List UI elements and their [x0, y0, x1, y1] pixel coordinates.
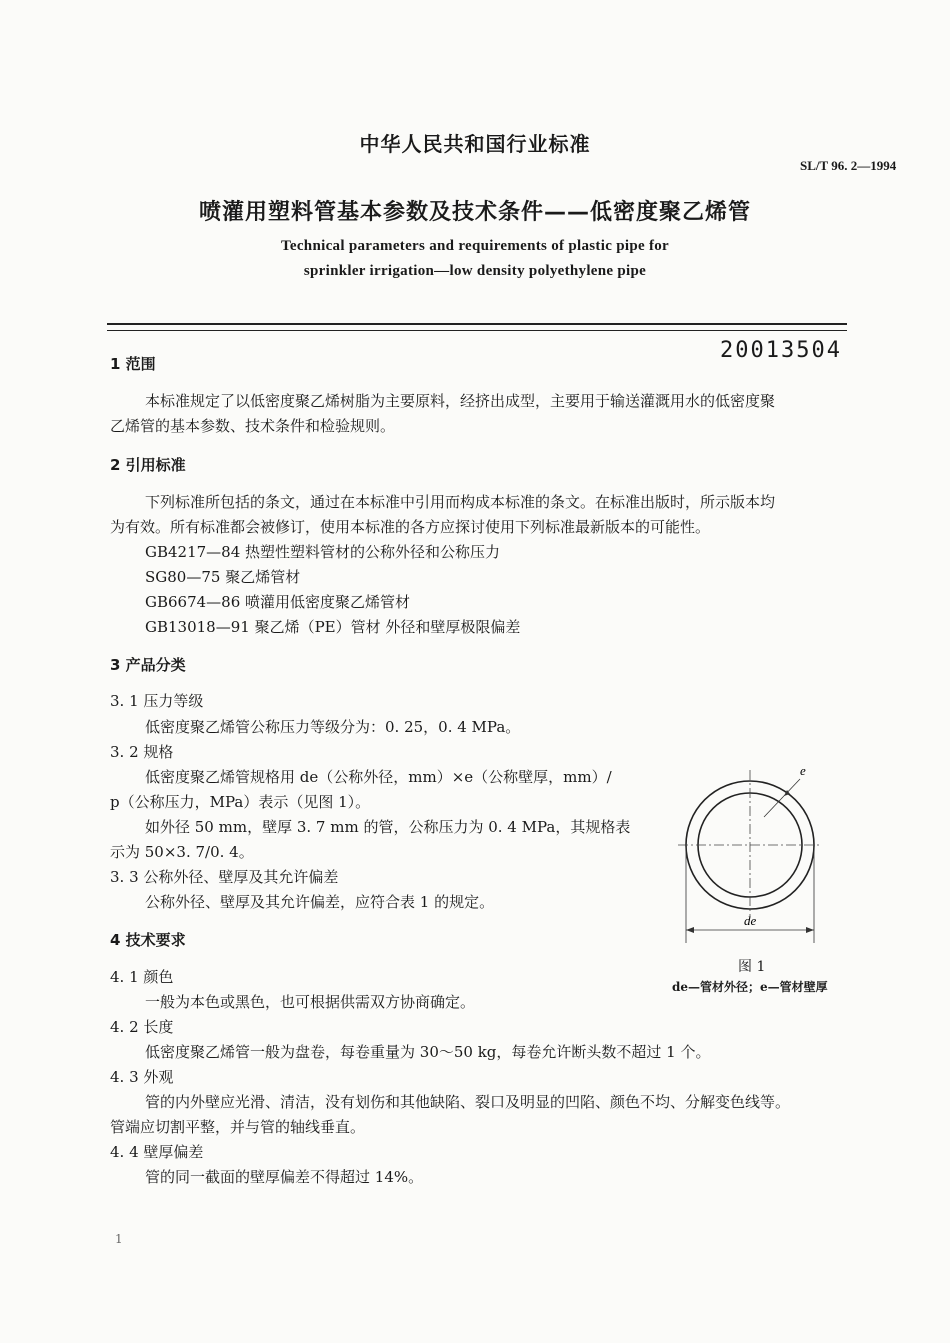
section-4-3-text-line2: 管端应切割平整，并与管的轴线垂直。	[110, 1118, 366, 1136]
arrowhead-left	[686, 927, 694, 933]
document-title-en-line2: sprinkler irrigation—low density polyethylene pipe	[303, 263, 647, 279]
document-title-en-line1: Technical parameters and requirements of plastic pipe for	[280, 238, 670, 254]
section-2-text-line2: 为有效。所有标准都会被修订，使用本标准的各方应探讨使用下列标准最新版本的可能性。	[110, 518, 711, 536]
reference-item: GB4217—84 热塑性塑料管材的公称外径和公称压力	[145, 543, 501, 561]
section-3-3-text: 公称外径、壁厚及其允许偏差，应符合表 1 的规定。	[145, 893, 495, 911]
reference-item: GB13018—91 聚乙烯（PE）管材 外径和壁厚极限偏差	[145, 618, 521, 636]
label-e: e	[800, 765, 806, 778]
section-1-text-line2: 乙烯管的基本参数、技术条件和检验规则。	[110, 417, 396, 435]
section-4-heading: 4 技术要求	[110, 931, 186, 949]
section-4-1-heading: 4. 1 颜色	[110, 968, 174, 986]
section-3-2-heading: 3. 2 规格	[110, 743, 174, 761]
section-3-1-text: 低密度聚乙烯管公称压力等级分为：0. 25，0. 4 MPa。	[145, 718, 521, 736]
figure-caption: 图 1	[738, 959, 766, 975]
reference-item: GB6674—86 喷灌用低密度聚乙烯管材	[145, 593, 411, 611]
header-rule-thin	[107, 330, 847, 331]
section-4-2-text: 低密度聚乙烯管一般为盘卷，每卷重量为 30～50 kg，每卷允许断头数不超过 1 个。	[145, 1043, 711, 1061]
label-de: de	[744, 913, 757, 928]
section-4-2-heading: 4. 2 长度	[110, 1018, 174, 1036]
pipe-cross-section-figure	[672, 765, 842, 945]
section-3-2-text-line3: 如外径 50 mm，壁厚 3. 7 mm 的管，公称压力为 0. 4 MPa，其规格表	[145, 818, 631, 836]
section-3-2-text-line2: p（公称压力，MPa）表示（见图 1）。	[110, 793, 371, 811]
arrowhead-right	[806, 927, 814, 933]
section-3-2-text-line1: 低密度聚乙烯管规格用 de（公称外径，mm）×e（公称壁厚，mm）/	[145, 768, 612, 786]
section-2-heading: 2 引用标准	[110, 456, 186, 474]
section-4-3-text-line1: 管的内外壁应光滑、清洁，没有划伤和其他缺陷、裂口及明显的凹陷、颜色不均、分解变色线等。	[145, 1093, 791, 1111]
standard-org-title: 中华人民共和国行业标准	[359, 132, 591, 156]
section-2-text-line1: 下列标准所包括的条文，通过在本标准中引用而构成本标准的条文。在标准出版时，所示版本均	[145, 493, 776, 511]
section-3-1-heading: 3. 1 压力等级	[110, 692, 204, 710]
section-1-heading: 1 范围	[110, 355, 156, 373]
figure-legend: de—管材外径；e—管材壁厚	[672, 980, 828, 994]
page-mark: 1	[115, 1232, 123, 1246]
section-4-4-heading: 4. 4 壁厚偏差	[110, 1143, 204, 1161]
reference-item: SG80—75 聚乙烯管材	[145, 568, 301, 586]
header-rule-thick	[107, 323, 847, 325]
document-title-cn: 喷灌用塑料管基本参数及技术条件——低密度聚乙烯管	[198, 200, 751, 225]
section-4-4-text: 管的同一截面的壁厚偏差不得超过 14%。	[145, 1168, 424, 1186]
section-1-text-line1: 本标准规定了以低密度聚乙烯树脂为主要原料，经挤出成型，主要用于输送灌溉用水的低密度聚	[145, 392, 776, 410]
section-4-1-text: 一般为本色或黑色，也可根据供需双方协商确定。	[145, 993, 476, 1011]
section-4-3-heading: 4. 3 外观	[110, 1068, 174, 1086]
section-3-2-text-line4: 示为 50×3. 7/0. 4。	[110, 843, 254, 861]
section-3-3-heading: 3. 3 公称外径、壁厚及其允许偏差	[110, 868, 339, 886]
section-3-heading: 3 产品分类	[110, 656, 186, 674]
document-number-stamp: 20013504	[720, 338, 842, 363]
standard-code: SL/T 96. 2—1994	[800, 158, 897, 173]
